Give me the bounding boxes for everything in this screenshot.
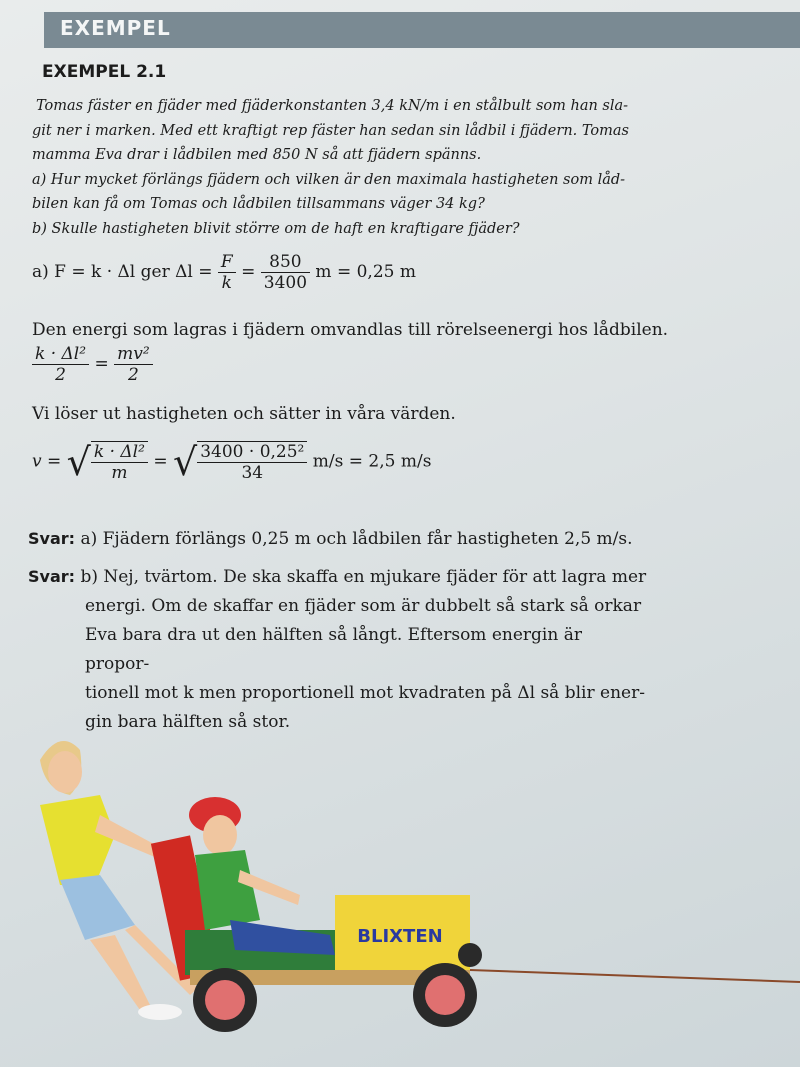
sqrt-symbol-1: √ <box>66 440 91 484</box>
soapbox-cart-illustration <box>0 720 800 1067</box>
example-banner <box>44 12 800 48</box>
banner-label: EXEMPEL <box>60 16 171 40</box>
eq1-f-num: F <box>218 252 236 273</box>
eq1-f-den: k <box>221 273 232 293</box>
eq3-s1-den: m <box>111 463 128 483</box>
equation-extension <box>32 252 416 293</box>
eq1-equals: = <box>241 262 256 282</box>
eq3-sqrt2-fraction <box>197 441 307 483</box>
answer-a-label: Svar: <box>28 529 76 548</box>
problem-line: a) Hur mycket förlängs fjädern och vilken är den maximala hastigheten som låd- <box>32 171 626 188</box>
eq3-lhs: v = <box>32 451 62 472</box>
eq2-right-fraction <box>114 344 153 385</box>
cart-label: BLIXTEN <box>357 926 443 947</box>
eq2-r-num: mv² <box>114 344 153 365</box>
answer-b-line: gin bara hälften så stor. <box>85 712 291 732</box>
answer-b-label: Svar: <box>28 567 76 586</box>
equation-energy <box>32 344 153 385</box>
eq3-sqrt1-fraction <box>91 441 148 483</box>
eq1-n-num: 850 <box>261 252 310 273</box>
eq1-fraction-symbolic <box>218 252 236 293</box>
eq1-n-den: 3400 <box>263 273 308 293</box>
problem-line: mamma Eva drar i lådbilen med 850 N så att fjädern spänns. <box>32 147 482 163</box>
eq2-r-den: 2 <box>127 365 139 385</box>
answer-b-line: tionell mot k men proportionell mot kvadraten på Δl så blir ener- <box>85 683 645 703</box>
answer-a-text: a) Fjädern förlängs 0,25 m och lådbilen får hastigheten 2,5 m/s. <box>80 529 633 549</box>
problem-line: Tomas fäster en fjäder med fjäderkonstanten 3,4 kN/m i en stålbult som han sla- <box>36 98 629 114</box>
eq1-fraction-numeric <box>261 252 310 293</box>
answer-b-line: energi. Om de skaffar en fjäder som är dubbelt så stark så orkar <box>85 596 642 616</box>
eq1-result: m = 0,25 m <box>315 262 416 282</box>
answer-b-line: Eva bara dra ut den hälften så långt. Eftersom energin är propor- <box>85 625 582 674</box>
eq3-s2-den: 34 <box>241 463 264 483</box>
sqrt-symbol-2: √ <box>173 440 198 484</box>
eq1-prefix: a) F = k · Δl ger Δl = <box>32 262 213 282</box>
problem-statement <box>32 94 642 241</box>
problem-line: bilen kan få om Tomas och lådbilen tillsammans väger 34 kg? <box>32 196 485 212</box>
eq2-l-den: 2 <box>55 365 66 385</box>
eq3-equals: = <box>153 451 168 472</box>
eq3-s2-num: 3400 · 0,25² <box>197 442 307 463</box>
solve-text: Vi löser ut hastigheten och sätter in våra värden. <box>32 404 456 424</box>
answer-b-first: b) Nej, tvärtom. De ska skaffa en mjukare fjäder för att lagra mer <box>80 567 647 587</box>
answer-a <box>28 524 648 554</box>
eq3-result: m/s = 2,5 m/s <box>312 451 432 472</box>
example-title: EXEMPEL 2.1 <box>42 62 167 82</box>
problem-line: b) Skulle hastigheten blivit större om de haft en kraftigare fjäder? <box>32 220 520 237</box>
energy-text: Den energi som lagras i fjädern omvandlas till rörelseenergi hos lådbilen. <box>32 320 669 340</box>
answer-b <box>28 562 648 737</box>
equation-velocity <box>32 440 431 484</box>
rope <box>470 970 800 982</box>
eq2-left-fraction <box>32 344 89 385</box>
problem-line: git ner i marken. Med ett kraftigt rep fäster han sedan sin lådbil i fjädern. Tomas <box>32 122 629 139</box>
eq3-s1-num: k · Δl² <box>91 442 148 463</box>
eq2-l-num: k · Δl² <box>32 344 89 365</box>
eq2-equals: = <box>94 354 109 374</box>
